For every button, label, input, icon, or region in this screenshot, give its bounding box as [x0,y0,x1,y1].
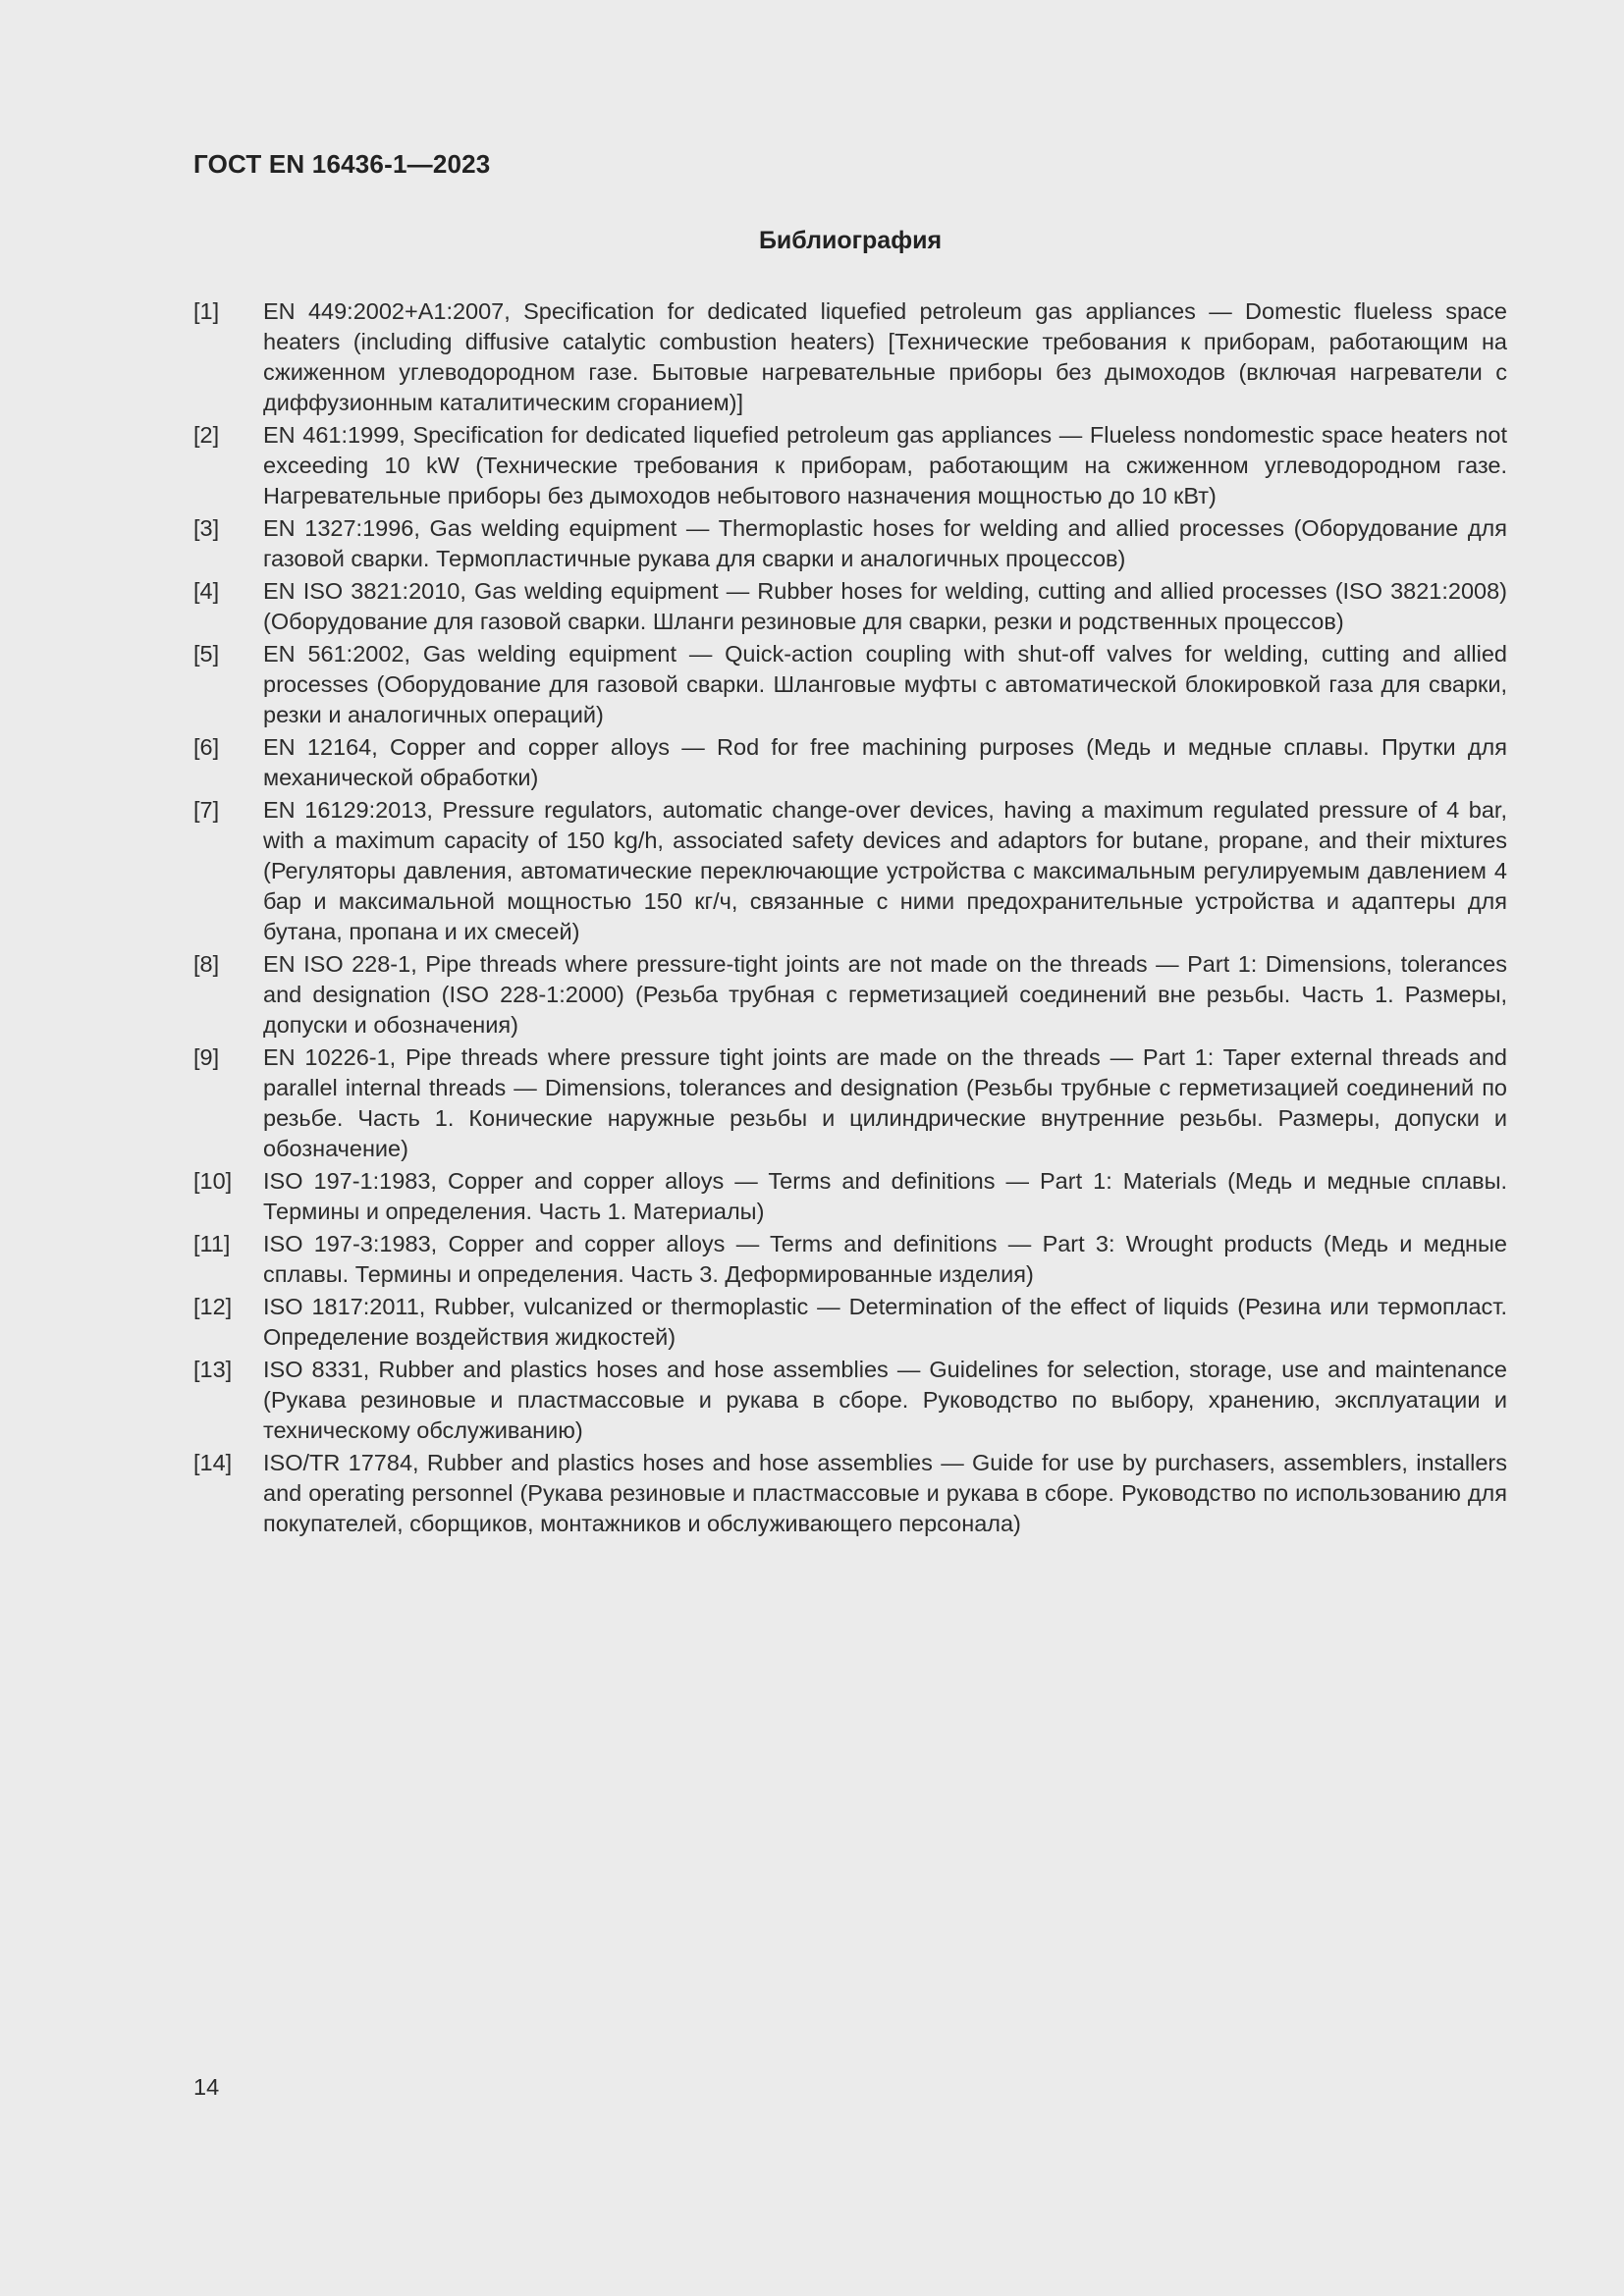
bibliography-entry [193,949,1507,1041]
bibliography-entry-text: EN 449:2002+A1:2007, Specification for dedicated liquefied petroleum gas appliances — Domestic flueless space heaters (including diffusive catalytic combustion heaters) [Технические требования к приборам, работающим на сжиженном углеводородном газе. Бытовые нагревательные приборы без дымоходов (включая нагреватели с диффузионным каталитическим сгоранием)] [263,298,1507,415]
bibliography-entry-number: [5] [193,641,220,667]
bibliography-entry [193,639,1507,730]
bibliography-entry [193,420,1507,511]
bibliography-entry [193,1355,1507,1446]
bibliography-entry-text: EN 12164, Copper and copper alloys — Rod for free machining purposes (Медь и медные сплавы. Прутки для механической обработки) [263,734,1507,790]
bibliography-entry [193,732,1507,793]
bibliography-entry-number: [6] [193,734,220,760]
bibliography-entry-text: EN ISO 3821:2010, Gas welding equipment — Rubber hoses for welding, cutting and allied processes (ISO 3821:2008) (Оборудование для газовой сварки. Шланги резиновые для сварки, резки и родственных процессов) [263,578,1507,634]
bibliography-entry-text: ISO/TR 17784, Rubber and plastics hoses and hose assemblies — Guide for use by purchasers, assemblers, installers and operating personnel (Рукава резиновые и пластмассовые и рукава в сборе. Руководство по использованию для покупателей, сборщиков, монтажников и обслуживающего персонала) [263,1450,1507,1536]
bibliography-entry-number: [8] [193,951,220,977]
bibliography-entry [193,513,1507,574]
bibliography-entry [193,795,1507,947]
bibliography-entry-number: [2] [193,422,220,448]
bibliography-entry-number: [11] [193,1231,231,1256]
bibliography-entry [193,1448,1507,1539]
bibliography-entry-text: EN 461:1999, Specification for dedicated liquefied petroleum gas appliances — Flueless nondomestic space heaters not exceeding 10 kW (Технические требования к приборам, работающим на сжиженном углеводородном газе. Нагревательные приборы без дымоходов небытового назначения мощностью до 10 кВт) [263,422,1507,508]
bibliography-entry-text: ISO 197-1:1983, Copper and copper alloys — Terms and definitions — Part 1: Materials (Медь и медные сплавы. Термины и определения. Часть 1. Материалы) [263,1168,1507,1224]
bibliography-entry-number: [9] [193,1044,220,1070]
bibliography-entry-text: ISO 1817:2011, Rubber, vulcanized or thermoplastic — Determination of the effect of liquids (Резина или термопласт. Определение воздействия жидкостей) [263,1294,1507,1350]
bibliography-entry-number: [7] [193,797,220,823]
bibliography-list [193,296,1507,1541]
bibliography-entry-number: [1] [193,298,220,324]
bibliography-entry [193,1042,1507,1164]
bibliography-title: Библиография [758,227,943,254]
bibliography-entry-number: [3] [193,515,220,541]
bibliography-entry [193,1166,1507,1227]
bibliography-entry-number: [13] [193,1357,233,1382]
bibliography-entry [193,1229,1507,1290]
bibliography-entry-number: [14] [193,1450,233,1475]
bibliography-entry-number: [12] [193,1294,233,1319]
document-code-header: ГОСТ EN 16436-1—2023 [193,149,491,179]
bibliography-entry-text: ISO 197-3:1983, Copper and copper alloys — Terms and definitions — Part 3: Wrought products (Медь и медные сплавы. Термины и определения. Часть 3. Деформированные изделия) [263,1231,1507,1287]
bibliography-entry-number: [10] [193,1168,233,1194]
bibliography-entry [193,1292,1507,1353]
bibliography-entry-text: EN 10226-1, Pipe threads where pressure tight joints are made on the threads — Part 1: Taper external threads and parallel internal threads — Dimensions, tolerances and designation (Резьбы трубные с герметизацией соединений по резьбе. Часть 1. Конические наружные резьбы и цилиндрические внутренние резьбы. Размеры, допуски и обозначение) [263,1044,1507,1161]
bibliography-entry-text: EN 1327:1996, Gas welding equipment — Thermoplastic hoses for welding and allied processes (Оборудование для газовой сварки. Термопластичные рукава для сварки и аналогичных процессов) [263,515,1507,571]
bibliography-entry-number: [4] [193,578,220,604]
bibliography-entry [193,296,1507,418]
page-number: 14 [193,2074,220,2100]
bibliography-entry [193,576,1507,637]
bibliography-entry-text: EN 16129:2013, Pressure regulators, automatic change-over devices, having a maximum regulated pressure of 4 bar, with a maximum capacity of 150 kg/h, associated safety devices and adaptors for butane, propane, and their mixtures (Регуляторы давления, автоматические переключающие устройства с максимальным регулируемым давлением 4 бар и максимальной мощностью 150 кг/ч, связанные с ними предохранительные устройства и адаптеры для бутана, пропана и их смесей) [263,797,1507,944]
bibliography-entry-text: ISO 8331, Rubber and plastics hoses and hose assemblies — Guidelines for selection, storage, use and maintenance (Рукава резиновые и пластмассовые и рукава в сборе. Руководство по выбору, хранению, эксплуатации и техническому обслуживанию) [263,1357,1507,1443]
bibliography-entry-text: EN ISO 228-1, Pipe threads where pressure-tight joints are not made on the threads — Part 1: Dimensions, tolerances and designation (ISO 228-1:2000) (Резьба трубная с герметизацией соединений вне резьбы. Часть 1. Размеры, допуски и обозначения) [263,951,1507,1038]
bibliography-entry-text: EN 561:2002, Gas welding equipment — Quick-action coupling with shut-off valves for welding, cutting and allied processes (Оборудование для газовой сварки. Шланговые муфты с автоматической блокировкой газа для сварки, резки и аналогичных операций) [263,641,1507,727]
